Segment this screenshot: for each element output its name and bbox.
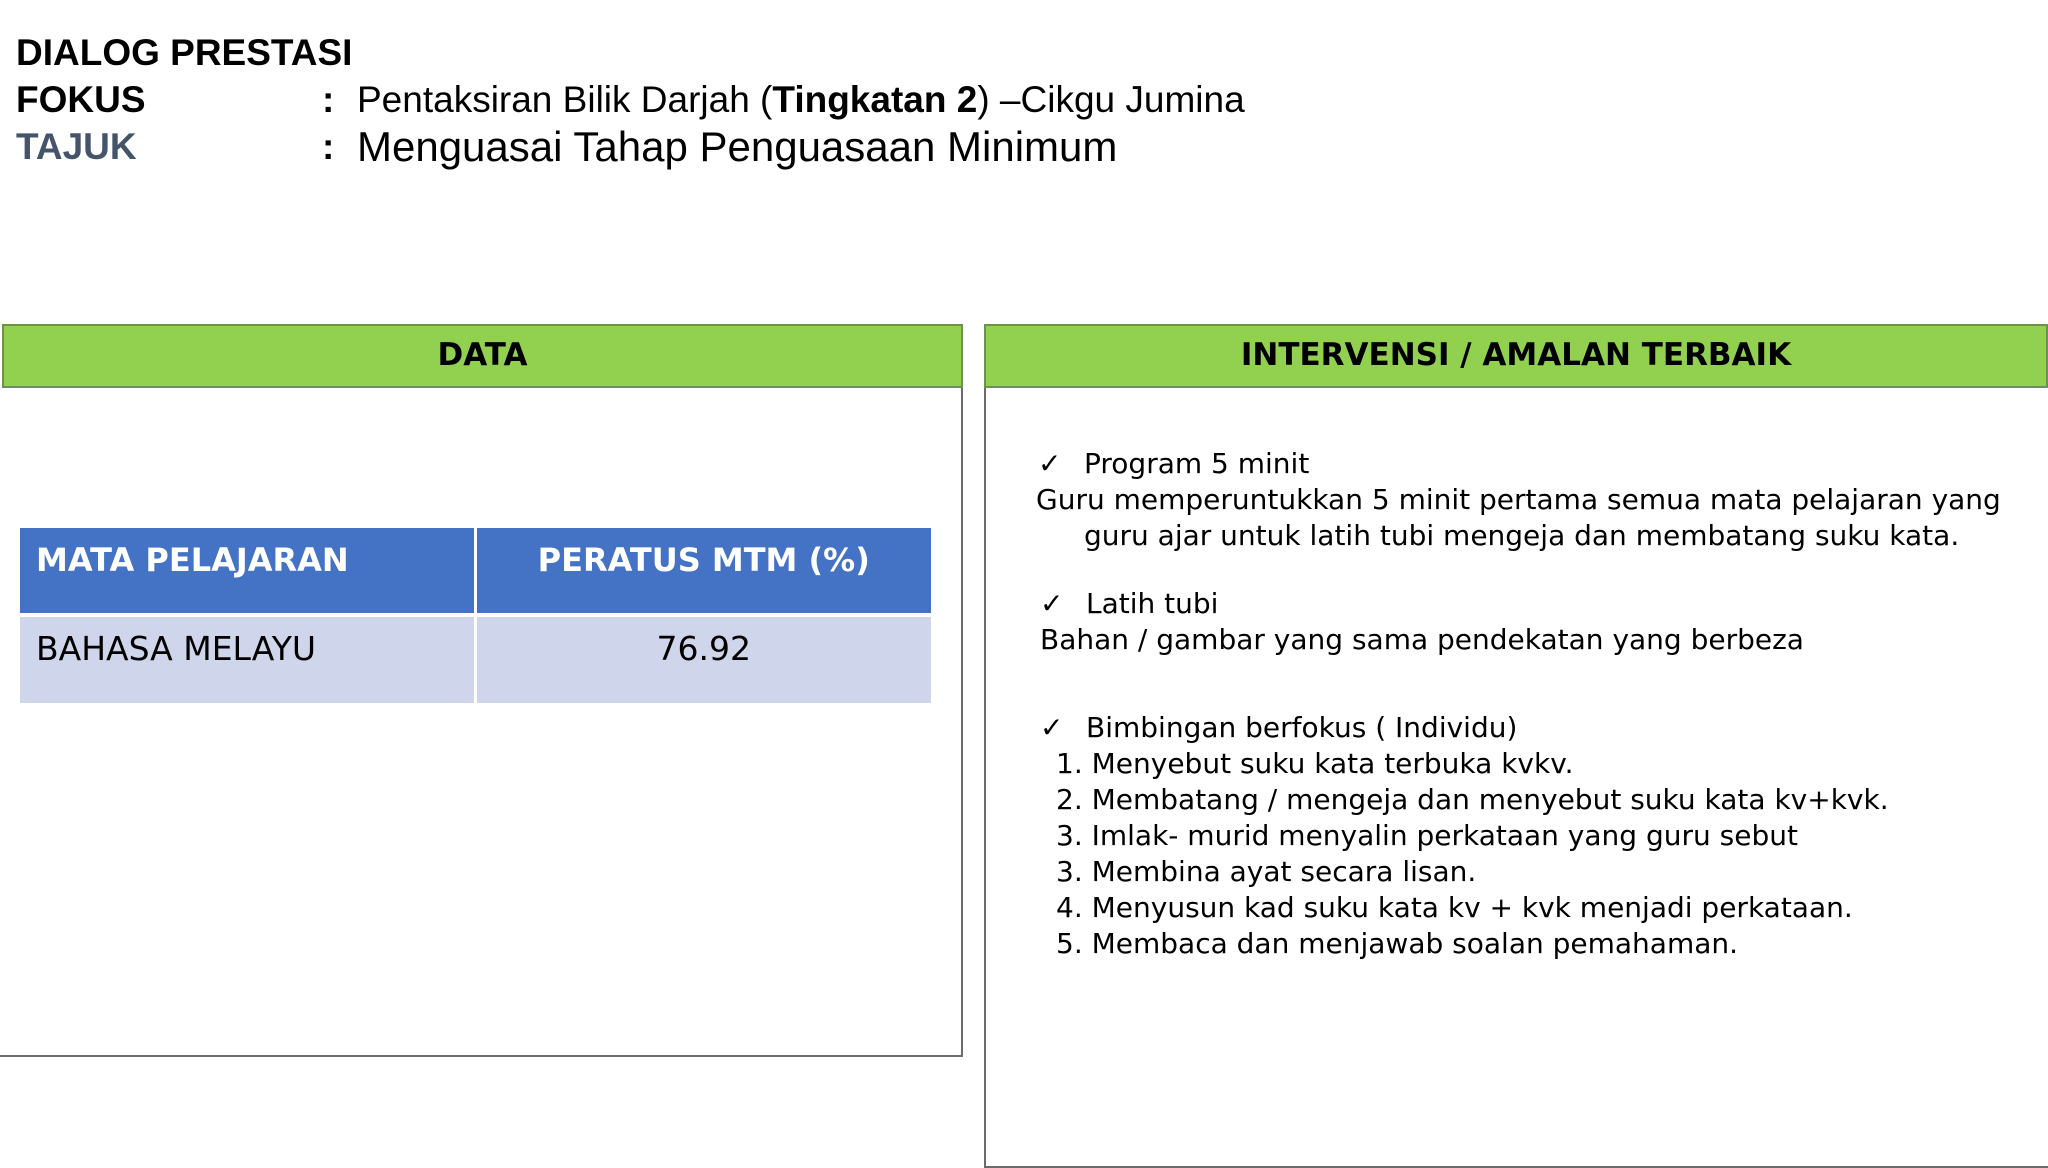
list-item-line: Guru memperuntukkan 5 minit pertama semua mata pelajaran yang [1036, 483, 2001, 516]
cell-percentage: 76.92 [475, 615, 931, 703]
page-title: DIALOG PRESTASI [16, 32, 353, 73]
fokus-value-pre: Pentaksiran Bilik Darjah ( [357, 79, 773, 120]
table-header-row [20, 528, 931, 615]
list-item-line: guru ajar untuk latih tubi mengeja dan membatang suku kata. [1084, 519, 1960, 552]
list-item-line: 2. Membatang / mengeja dan menyebut suku kata kv+kvk. [1056, 783, 1889, 816]
cell-subject: BAHASA MELAYU [20, 615, 475, 703]
fokus-value [357, 78, 1245, 122]
tajuk-value: Menguasai Tahap Penguasaan Minimum [357, 123, 1118, 170]
list-item-line: 5. Membaca dan menjawab soalan pemahaman. [1056, 927, 1739, 960]
column-header-subject: MATA PELAJARAN [20, 528, 475, 615]
list-item-line: Bahan / gambar yang sama pendekatan yang berbeza [1040, 623, 1804, 656]
fokus-value-bold: Tingkatan 2 [772, 79, 978, 120]
check-icon: ✓ [1040, 587, 1064, 620]
list-item-line: 3. Membina ayat secara lisan. [1056, 855, 1477, 888]
check-icon: ✓ [1040, 711, 1064, 744]
list-item-line: 4. Menyusun kad suku kata kv + kvk menjadi perkataan. [1056, 891, 1853, 924]
list-item-line: 3. Imlak- murid menyalin perkataan yang guru sebut [1056, 819, 1798, 852]
intervention-panel-heading: INTERVENSI / AMALAN TERBAIK [984, 324, 2048, 388]
tajuk-colon: : [322, 126, 335, 167]
fokus-colon: : [322, 79, 335, 120]
list-item-title: ✓ Program 5 minit [1038, 447, 1310, 480]
check-icon: ✓ [1038, 447, 1062, 480]
data-panel-body [0, 388, 963, 1057]
fokus-value-post: ) –Cikgu Jumina [977, 79, 1245, 120]
fokus-label: FOKUS [16, 79, 146, 120]
column-header-percentage: PERATUS MTM (%) [475, 528, 931, 615]
data-table [20, 528, 931, 703]
list-item-line: 1. Menyebut suku kata terbuka kvkv. [1056, 747, 1574, 780]
list-item-title: ✓ Latih tubi [1040, 587, 1219, 620]
table-row [20, 615, 931, 703]
tajuk-label: TAJUK [16, 126, 137, 167]
data-panel-heading: DATA [2, 324, 963, 388]
list-item-title: ✓ Bimbingan berfokus ( Individu) [1040, 711, 1518, 744]
